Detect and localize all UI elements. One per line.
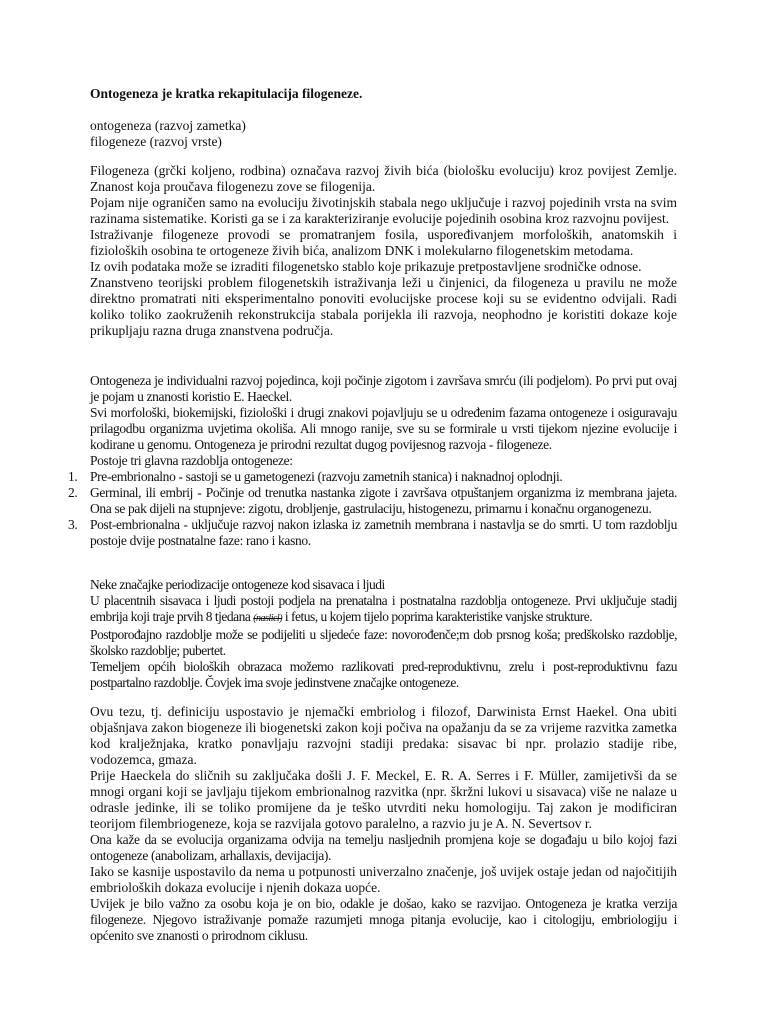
paragraph: Istraživanje filogeneze provodi se promatranjem fosila, uspoređivanjem morfoloških, anatomskih i fizioloških osobina te ortogeneze živih bića, analizom DNK i molekularno filogenetskim metodama.	[90, 227, 677, 258]
definition-ontogeneza: ontogeneza (razvoj zametka)	[90, 118, 246, 133]
list-item: 2. Germinal, ili embrij - Počinje od trenutka nastanka zigote i završava otpuštanjem organizma iz membrana jajeta. Ona se pak dijeli na stupnjeve: zigotu, drobljenje, gastrulaciju, histogenezu, primarnu i konačnu organogenezu.	[68, 485, 677, 516]
paragraph: Postporođajno razdoblje može se podijeliti u sljedeće faze: novorođenče;m dob prsnog koša; predškolsko razdoblje, školsko razdoblje; pubertet.	[90, 627, 677, 658]
filogeneza-section	[90, 163, 677, 339]
paragraph: Iako se kasnije uspostavilo da nema u potpunosti univerzalno značenje, još uvijek ostaje jedan od najočitijih embrioloških dokaza evolucije i njenih dokaza uopće.	[90, 864, 677, 895]
struck-word: (naslicl)	[253, 613, 283, 624]
paragraph: Svi morfološki, biokemijski, fiziološki i drugi znakovi pojavljuju se u određenim fazama ontogeneze i osiguravaju prilagodbu organizma uvjetima okoliša. Ali mnogo ranije, sve su se formirale u vrsti tijekom njezine evolucije i kodirane u genomu. Ontogeneza je prirodni rezultat dugog povijesnog razvoja - filogeneze.	[90, 405, 677, 452]
list-item: 3. Post-embrionalna - uključuje razvoj nakon izlaska iz zametnih membrana i nastavlja se do smrti. U tom razdoblju postoje dvije postnatalne faze: rano i kasno.	[68, 517, 677, 548]
list-item: 1. Pre-embrionalno - sastoji se u gametogenezi (razvoju zametnih stanica) i naknadnoj oplodnji.	[68, 469, 563, 484]
paragraph: Temeljem općih bioloških obrazaca možemo razlikovati pred-reproduktivnu, zrelu i post-reproduktivnu fazu postpartalno razdoblje. Čovjek ima svoje jedinstvene značajke ontogeneze.	[90, 659, 677, 690]
paragraph: Prije Haeckela do sličnih su zaključaka došli J. F. Meckel, E. R. A. Serres i F. Müller, zamijetivši da se mnogi organi koji se javljaju tijekom embrionalnog razvitka (npr. škržni lukovi u sisavaca) više ne nalaze u odrasle jedinke, ili se toliko promijene da je teško utvrditi neku homologiju. Taj zakon je modificiran teorijom filembriogeneze, koja se razvijala gotovo paralelno, a razvio ju je A. N. Severtsov r.	[90, 768, 677, 831]
paragraph: Ona kaže da se evolucija organizama odvija na temelju nasljednih promjena koje se događaju u bilo kojoj fazi ontogeneze (anabolizam, arhallaxis, devijacija).	[90, 832, 677, 863]
paragraph: Uvijek je bilo važno za osobu koja je on bio, odakle je došao, kako se razvijao. Ontogeneza je kratka verzija filogeneze. Njegovo istraživanje pomaže razumjeti mnoga pitanja evolucije, kao i citologiju, embriologiju i općenito sve znanosti o prirodnom ciklusu.	[90, 896, 677, 943]
definition-filogeneza: filogeneze (razvoj vrste)	[90, 134, 222, 149]
periodization-section	[90, 577, 677, 691]
paragraph: Ovu tezu, tj. definiciju uspostavio je njemački embriolog i filozof, Darwinista Ernst Haekel. Ona ubiti objašnjava zakon biogeneze ili biogenetski zakon koji počiva na opažanju da se za vrijeme razvitka zametka kod kralježnjaka, kratko ponavljaju razvojni stadiji predaka: sisavac bi npr. prolazio stadije ribe, vodozemca, gmaza.	[90, 704, 677, 767]
paragraph: Znanstveno teorijski problem filogenetskih istraživanja leži u činjenici, da filogeneza u pravilu ne može direktno promatrati niti eksperimentalno ponoviti evolucijske procese koji su se evidentno odvijali. Radi koliko toliko zaokruženih rekonstrukcija stabala porijekla ili razvoja, neophodno je koristiti dokaze koje prikupljaju razna druga znanstvena područja.	[90, 275, 677, 338]
paragraph: Postoje tri glavna razdoblja ontogeneze:	[90, 453, 293, 468]
paragraph: U placentnih sisavaca i ljudi postoji podjela na prenatalna i postnatalna razdoblja ontogeneze. Prvi uključuje stadij embrija koji traje prvih 8 tjedana (naslicl) i fetus, u kojem tijelo poprima karakteristike vanjske strukture.	[90, 593, 677, 624]
section-heading: Neke značajke periodizacije ontogeneze kod sisavaca i ljudi	[90, 577, 385, 592]
document-title: Ontogeneza je kratka rekapitulacija filogeneze.	[90, 86, 363, 101]
paragraph: Iz ovih podataka može se izraditi filogenetsko stablo koje prikazuje pretpostavljene srodničke odnose.	[90, 259, 642, 274]
paragraph: Pojam nije ograničen samo na evoluciju životinjskih stabala nego uključuje i razvoj pojedinih vrsta na svim razinama sistematike. Koristi ga se i za karakteriziranje evolucije pojedinih osobina kroz razvojnu povijest.	[90, 195, 677, 226]
paragraph: Ontogeneza je individualni razvoj pojedinca, koji počinje zigotom i završava smrću (ili podjelom). Po prvi put ovaj je pojam u znanosti koristio E. Haeckel.	[90, 373, 677, 404]
paragraph: Filogeneza (grčki koljeno, rodbina) označava razvoj živih bića (biološku evoluciju) kroz povijest Zemlje. Znanost koja proučava filogenezu zove se filogenija.	[90, 163, 677, 194]
ontogeneza-section	[68, 373, 677, 549]
haeckel-section	[90, 704, 677, 944]
periods-list	[68, 469, 677, 549]
